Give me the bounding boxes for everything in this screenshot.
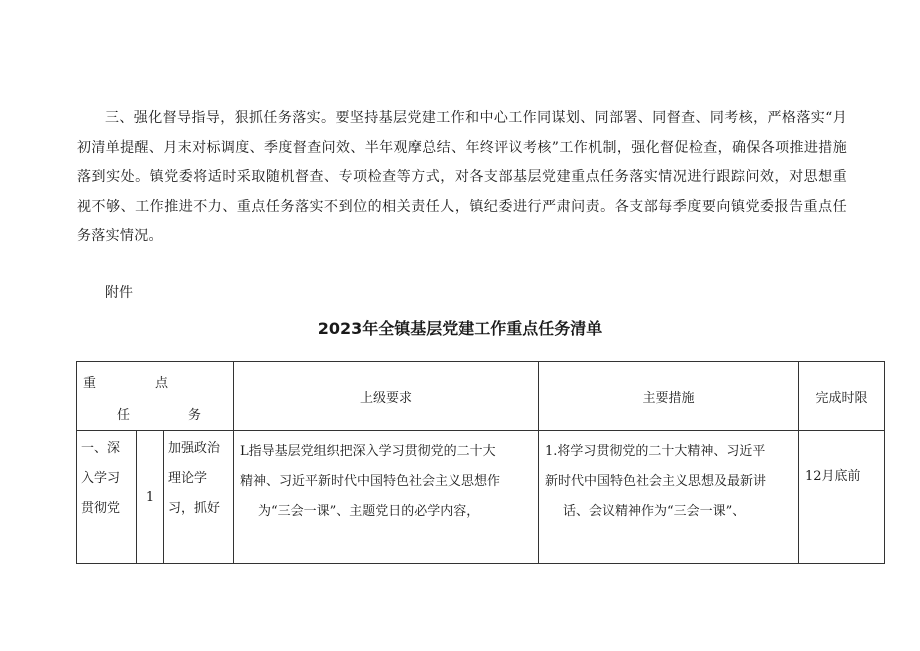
measure-line: 1.将学习贯彻党的二十大精神、习近平 bbox=[545, 444, 766, 459]
category-cell bbox=[77, 431, 137, 564]
measures-cell bbox=[539, 431, 799, 564]
measure-line: 新时代中国特色社会主义思想及最新讲 bbox=[545, 474, 767, 489]
task-table bbox=[76, 361, 885, 564]
category-line: 贯彻党 bbox=[81, 501, 121, 516]
header-char: 重 bbox=[83, 376, 97, 391]
table-title: 2023年全镇基层党建工作重点任务清单 bbox=[317, 319, 603, 338]
header-deadline: 完成时限 bbox=[799, 362, 885, 431]
body-paragraph: 三、强化督导指导，狠抓任务落实。要坚持基层党建工作和中心工作同谋划、同部署、同督查、同考核，严格落实“月初清单提醒、月末对标调度、季度督查问效、半年观摩总结、年终评议考核”工作机制，强化督促检查，确保各项推进措施落到实处。镇党委将适时采取随机督查、专项检查等方式，对各支部基层党建重点任务落实情况进行跟踪问效，对思想重视不够、工作推进不力、重点任务落实不到位的相关责任人，镇纪委进行严肃问责。各支部每季度要向镇党委报告重点任务落实情况。 bbox=[77, 110, 847, 244]
category-line: 一、深 bbox=[81, 441, 121, 456]
task-line: 理论学 bbox=[168, 471, 208, 486]
requirement-cell bbox=[234, 431, 539, 564]
table-header-row bbox=[77, 362, 885, 431]
requirement-line: 为“三会一课”、主题党日的必学内容， bbox=[258, 504, 480, 519]
requirement-line: 精神、习近平新时代中国特色社会主义思想作 bbox=[240, 474, 501, 489]
number-cell: 1 bbox=[137, 431, 164, 564]
measure-line: 话、会议精神作为“三会一课”、 bbox=[563, 504, 746, 519]
task-line: 习，抓好 bbox=[168, 501, 221, 516]
header-key-task bbox=[77, 362, 234, 431]
header-upper-requirement: 上级要求 bbox=[234, 362, 539, 431]
header-main-measures: 主要措施 bbox=[539, 362, 799, 431]
category-line: 入学习 bbox=[81, 471, 121, 486]
deadline-cell: 12月底前 bbox=[799, 431, 885, 564]
header-char: 务 bbox=[188, 408, 202, 423]
header-char: 点 bbox=[155, 376, 169, 391]
header-char: 任 bbox=[117, 408, 131, 423]
task-line: 加强政治 bbox=[168, 441, 221, 456]
task-cell bbox=[164, 431, 234, 564]
requirement-line: L指导基层党组织把深入学习贯彻党的二十大 bbox=[240, 444, 496, 459]
table-row bbox=[77, 431, 885, 564]
attachment-label: 附件 bbox=[105, 285, 133, 301]
